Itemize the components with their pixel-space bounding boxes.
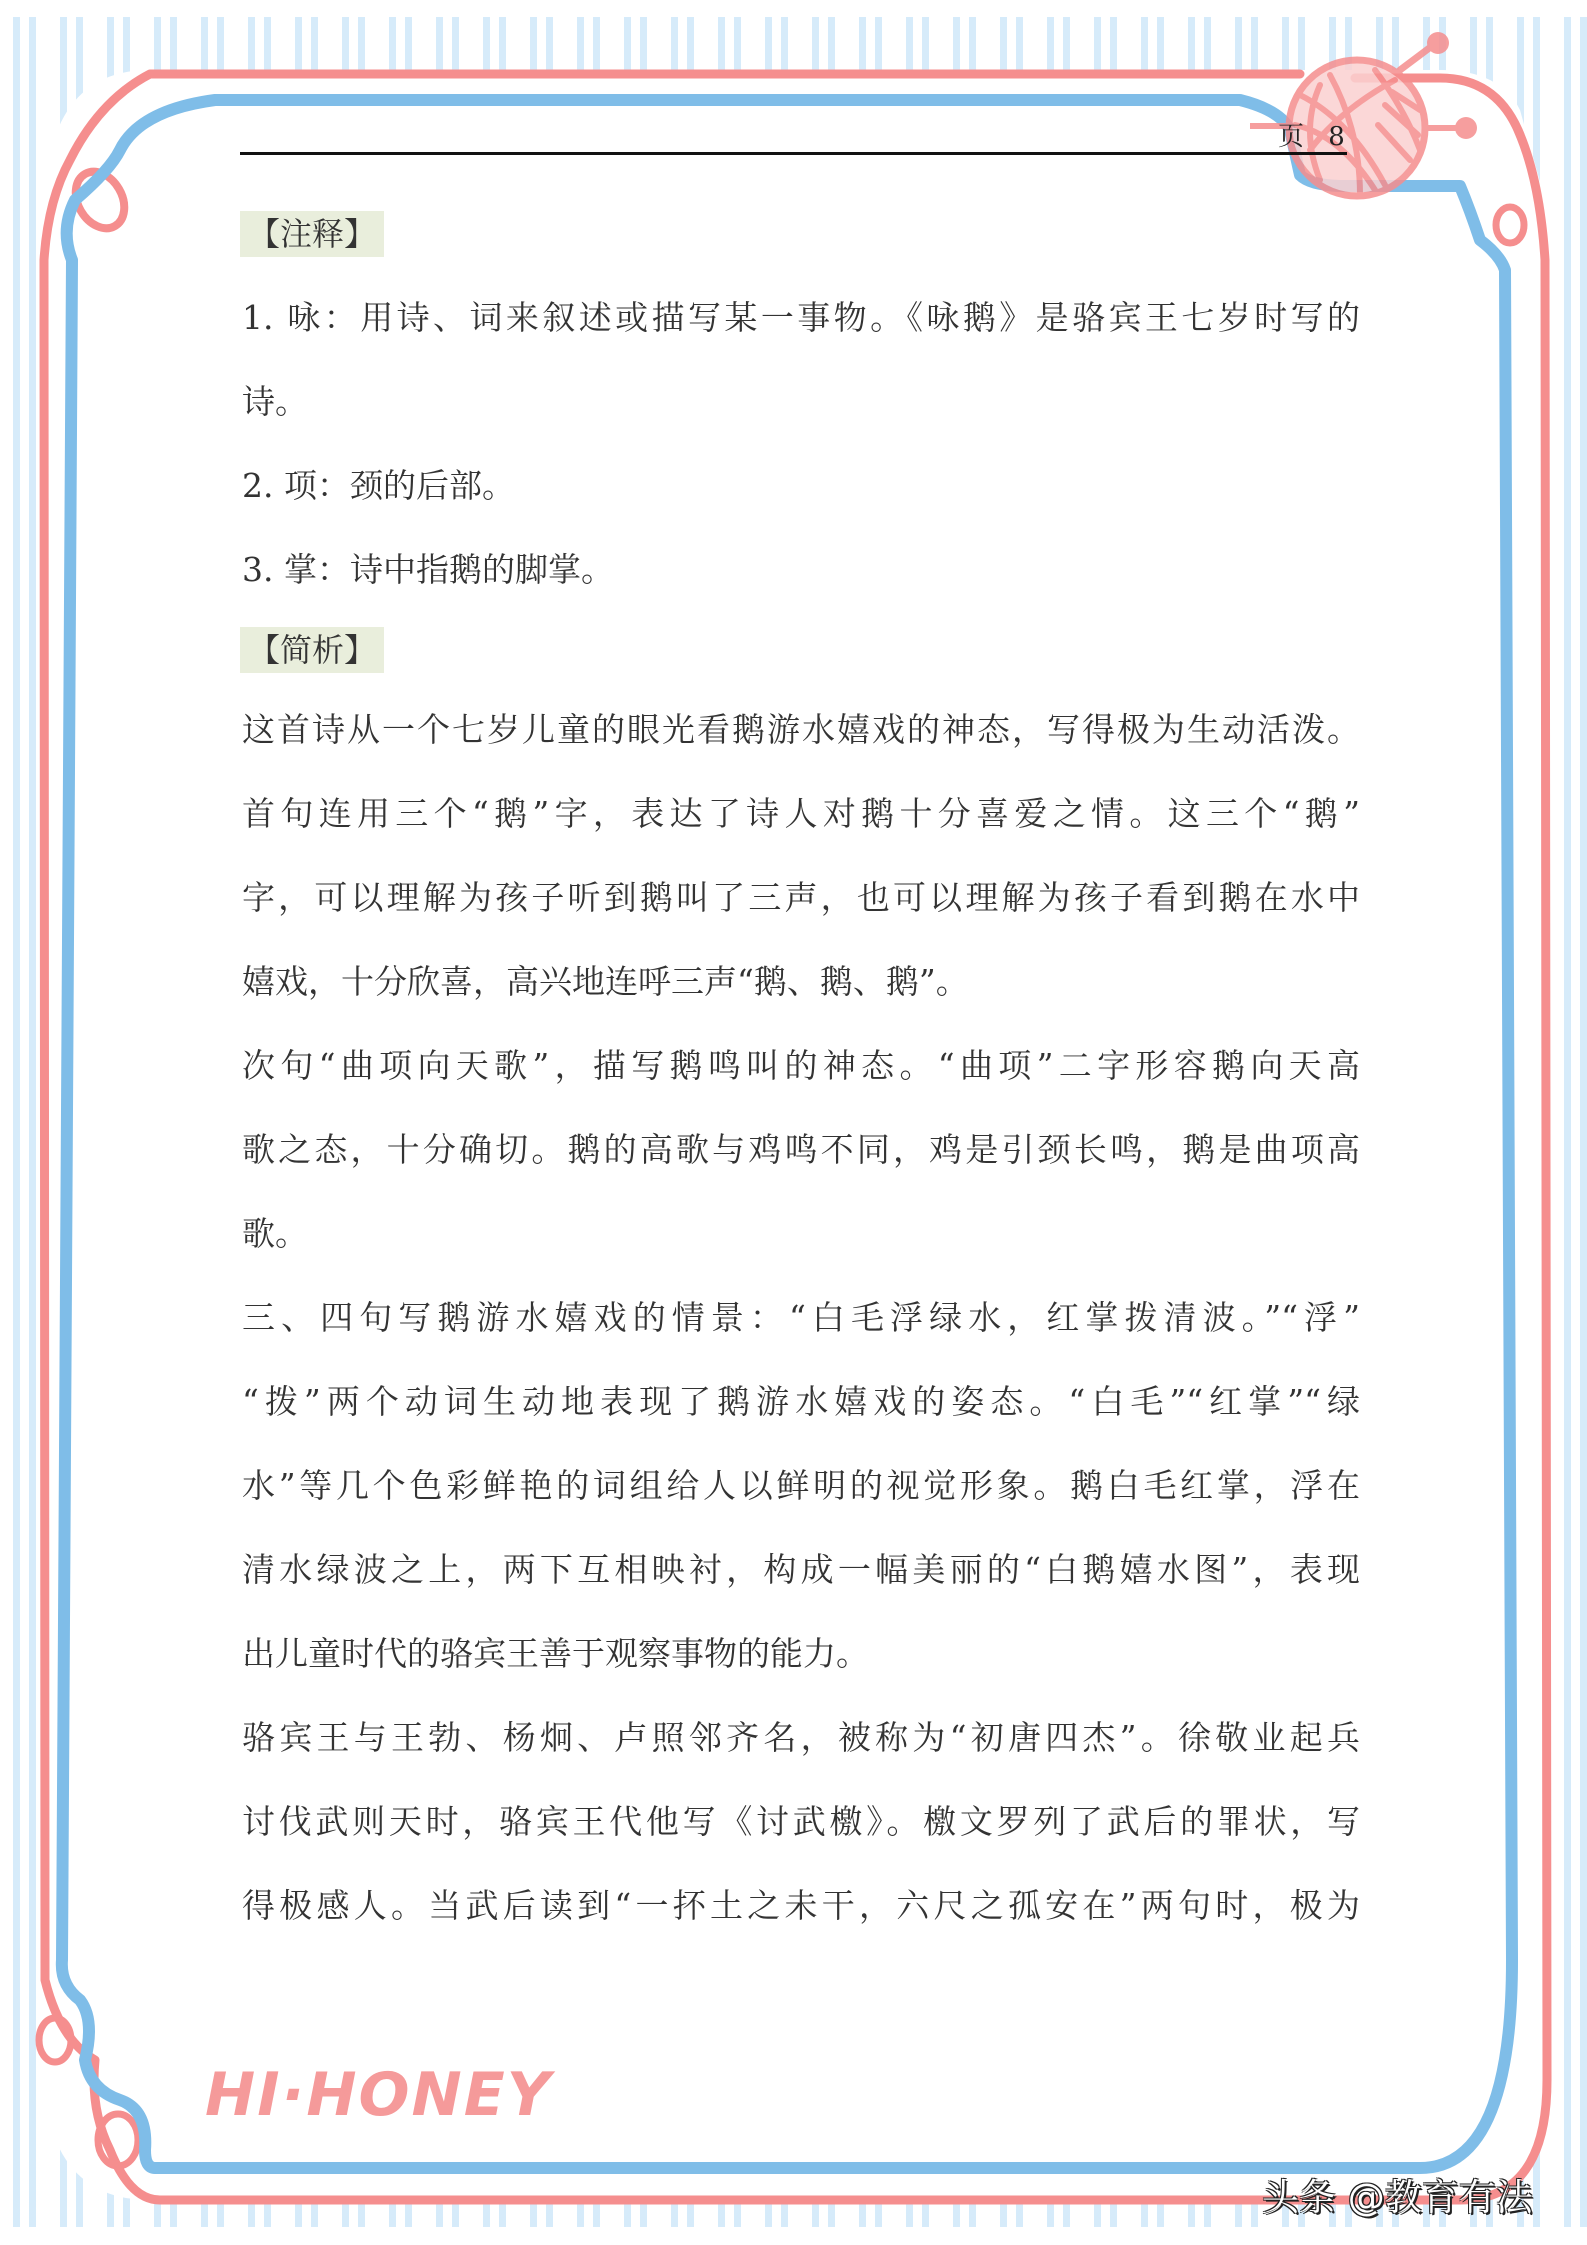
page-number: 页 8 [1278, 122, 1353, 152]
analysis-line: 骆宾王与王勃、杨炯、卢照邻齐名，被称为“初唐四杰”。徐敬业起兵 [242, 1720, 1360, 1756]
analysis-line: 讨伐武则天时，骆宾王代他写《讨武檄》。檄文罗列了武后的罪状，写 [242, 1804, 1360, 1840]
note-line: 1. 咏：用诗、词来叙述或描写某一事物。《咏鹅》是骆宾王七岁时写的 [242, 300, 1360, 336]
analysis-line: 首句连用三个“鹅”字，表达了诗人对鹅十分喜爱之情。这三个“鹅” [242, 796, 1360, 832]
note-line: 诗。 [242, 382, 308, 421]
section-tag-notes: 【注释】 [240, 211, 384, 257]
hi-honey-logo: HI·HONEY [205, 2060, 553, 2130]
note-line: 2. 项：颈的后部。 [242, 466, 515, 505]
analysis-line: 这首诗从一个七岁儿童的眼光看鹅游水嬉戏的神态，写得极为生动活泼。 [242, 712, 1360, 748]
analysis-line: 歌。 [242, 1214, 308, 1253]
analysis-line: 出儿童时代的骆宾王善于观察事物的能力。 [242, 1634, 869, 1673]
analysis-line: “拨”两个动词生动地表现了鹅游水嬉戏的姿态。“白毛”“红掌”“绿 [242, 1384, 1360, 1420]
watermark: 头条 @教育有法 [1262, 2176, 1533, 2219]
analysis-line: 水”等几个色彩鲜艳的词组给人以鲜明的视觉形象。鹅白毛红掌，浮在 [242, 1468, 1360, 1504]
section-tag-analysis: 【简析】 [240, 627, 384, 673]
analysis-line: 三、四句写鹅游水嬉戏的情景：“白毛浮绿水，红掌拨清波。”“浮” [242, 1300, 1360, 1336]
analysis-line: 歌之态，十分确切。鹅的高歌与鸡鸣不同，鸡是引颈长鸣，鹅是曲项高 [242, 1132, 1360, 1168]
header-rule [240, 152, 1347, 155]
analysis-line: 次句“曲项向天歌”，描写鹅鸣叫的神态。“曲项”二字形容鹅向天高 [242, 1048, 1360, 1084]
analysis-line: 得极感人。当武后读到“一抔土之未干，六尺之孤安在”两句时，极为 [242, 1888, 1360, 1924]
analysis-line: 清水绿波之上，两下互相映衬，构成一幅美丽的“白鹅嬉水图”，表现 [242, 1552, 1360, 1588]
note-line: 3. 掌：诗中指鹅的脚掌。 [242, 550, 614, 589]
analysis-line: 字，可以理解为孩子听到鹅叫了三声，也可以理解为孩子看到鹅在水中 [242, 880, 1360, 916]
analysis-line: 嬉戏，十分欣喜，高兴地连呼三声“鹅、鹅、鹅”。 [242, 962, 969, 1001]
